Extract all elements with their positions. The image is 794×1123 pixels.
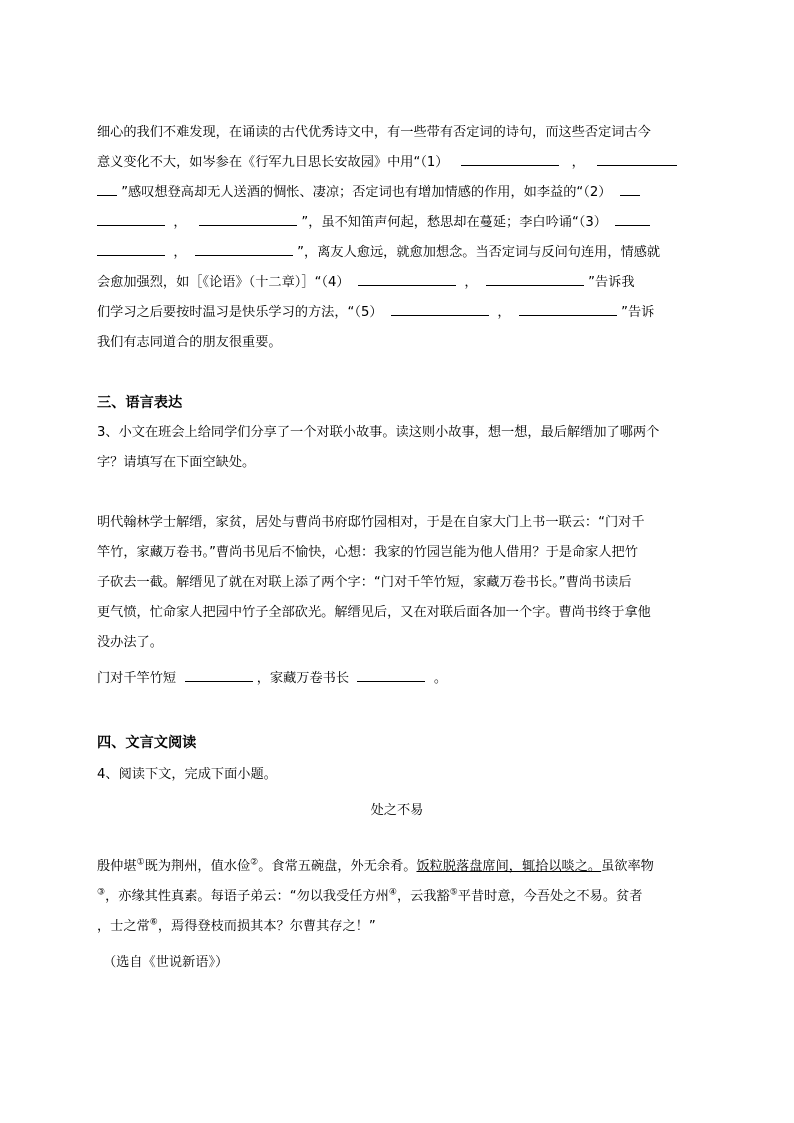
answer-blank-3b[interactable]: [195, 254, 293, 256]
answer-blank-1b[interactable]: [597, 164, 677, 166]
text-span: 门对千竿竹短: [97, 671, 177, 686]
text-span: ”，离友人愈远，就愈加想念。当否定词与反问句连用，情感就: [297, 245, 661, 260]
text-span: ，亦缘其性真素。每语子弟云：“勿以我受任方州: [105, 889, 389, 904]
text-span: 我们有志同道合的朋友很重要。: [97, 335, 282, 350]
text-span: 既为荆州，值水俭: [144, 859, 251, 874]
paragraph-line: [97, 178, 697, 208]
text-span: 殷仲堪: [97, 859, 137, 874]
paragraph-line: [97, 298, 697, 328]
text-span: 细心的我们不难发现，在诵读的古代优秀诗文中，有一些带有否定词的诗句，而这些否定词古今: [97, 125, 651, 140]
text-span: 意义变化不大，如岑参在《行军九日思长安故园》中用“（1）: [97, 155, 449, 170]
text-span: ，: [173, 245, 187, 260]
answer-blank-1b-cont[interactable]: [97, 194, 117, 196]
paragraph-line: [97, 238, 697, 268]
text-span: 平昔时意，今吾处之不易。贫者: [457, 889, 643, 904]
answer-blank-4a[interactable]: [358, 284, 456, 286]
passage-line: [97, 852, 697, 882]
text-span: ，焉得登枝而损其本？尔曹其存之！”: [157, 919, 376, 934]
answer-blank-2a-cont[interactable]: [97, 224, 165, 226]
text-span: ，士之常: [97, 919, 150, 934]
paragraph-line: [97, 268, 697, 298]
source-citation: （选自《世说新语》）: [103, 955, 229, 970]
footnote-marker: ③: [97, 887, 106, 898]
underlined-sentence: 饭粒脱落盘席间，辄拾以啖之。: [416, 859, 602, 874]
text-span: 会愈加强烈，如［《论语》（十二章）］“（4）: [97, 275, 350, 290]
story-line: 更气愤，忙命家人把园中竹子全部砍光。解缙见后，又在对联后面各加一个字。曹尚书终于拿他: [97, 605, 651, 620]
footnote-marker: ②: [250, 857, 259, 868]
text-span: ，: [497, 305, 511, 320]
text-span: ，: [464, 275, 478, 290]
story-line: 没办法了。: [97, 635, 163, 650]
passage-line: [97, 912, 697, 942]
footnote-marker: ①: [136, 857, 145, 868]
classical-passage: [97, 852, 697, 942]
text-span: ，: [173, 215, 187, 230]
answer-blank-3a-cont[interactable]: [97, 254, 165, 256]
text-span: ，: [571, 155, 585, 170]
text-span: ”，虽不知笛声何起，愁思却在蔓延；李白吟诵“（3）: [301, 215, 607, 230]
text-span: ，家藏万卷书长: [256, 671, 350, 686]
passage-line: [97, 882, 697, 912]
paragraph-line: [97, 148, 697, 178]
footnote-marker: ④: [388, 887, 397, 898]
section-heading-3: 三、语言表达: [97, 395, 183, 411]
paragraph-line: [97, 208, 697, 238]
poetry-paragraph: [97, 118, 697, 358]
text-span: ”告诉: [621, 305, 655, 320]
answer-blank-5b[interactable]: [519, 314, 617, 316]
footnote-marker: ⑤: [449, 887, 458, 898]
story-line: 子砍去一截。解缙见了就在对联上添了两个字：“门对千竿竹短，家藏万卷书长。”曹尚书读后: [97, 575, 632, 590]
document-page: [97, 118, 697, 978]
passage-title: 处之不易: [370, 803, 424, 818]
text-span: ”告诉我: [588, 275, 635, 290]
footnote-marker: ⑥: [149, 917, 158, 928]
story-line: 竿竹，家藏万卷书。”曹尚书见后不愉快，心想：我家的竹园岂能为他人借用？于是命家人把竹: [97, 545, 638, 560]
question-3-line: 3、小文在班会上给同学们分享了一个对联小故事。读这则小故事，想一想，最后解缙加了哪两个: [97, 425, 660, 440]
text-span: 虽欲率物: [601, 859, 654, 874]
couplet-answer-line: [97, 664, 697, 694]
story-line: 明代翰林学士解缙，家贫，居处与曹尚书府邸竹园相对，于是在自家大门上书一联云：“门对千: [97, 515, 645, 530]
answer-blank-5a[interactable]: [391, 314, 489, 316]
answer-blank-2b[interactable]: [199, 224, 297, 226]
answer-blank-3a[interactable]: [615, 224, 650, 226]
couplet-blank-1[interactable]: [185, 680, 253, 682]
story-paragraph: [97, 508, 697, 658]
section-heading-4: 四、文言文阅读: [97, 735, 197, 751]
question-3-line: 字？请填写在下面空缺处。: [97, 455, 256, 470]
text-span: ”感叹想登高却无人送酒的惆怅、凄凉；否定词也有增加情感的作用，如李益的“（2）: [121, 185, 612, 200]
paragraph-line: [97, 328, 697, 358]
paragraph-line: [97, 118, 697, 148]
answer-blank-4b[interactable]: [486, 284, 584, 286]
answer-blank-2a[interactable]: [620, 194, 640, 196]
question-4-line: 4、阅读下文，完成下面小题。: [97, 767, 277, 782]
answer-blank-1a[interactable]: [461, 164, 559, 166]
text-span: ，云我豁: [396, 889, 450, 904]
text-span: 。: [433, 671, 447, 686]
text-span: 。食常五碗盘，外无余肴。: [258, 859, 417, 874]
couplet-blank-2[interactable]: [357, 680, 425, 682]
text-span: 们学习之后要按时温习是快乐学习的方法，“（5）: [97, 305, 383, 320]
